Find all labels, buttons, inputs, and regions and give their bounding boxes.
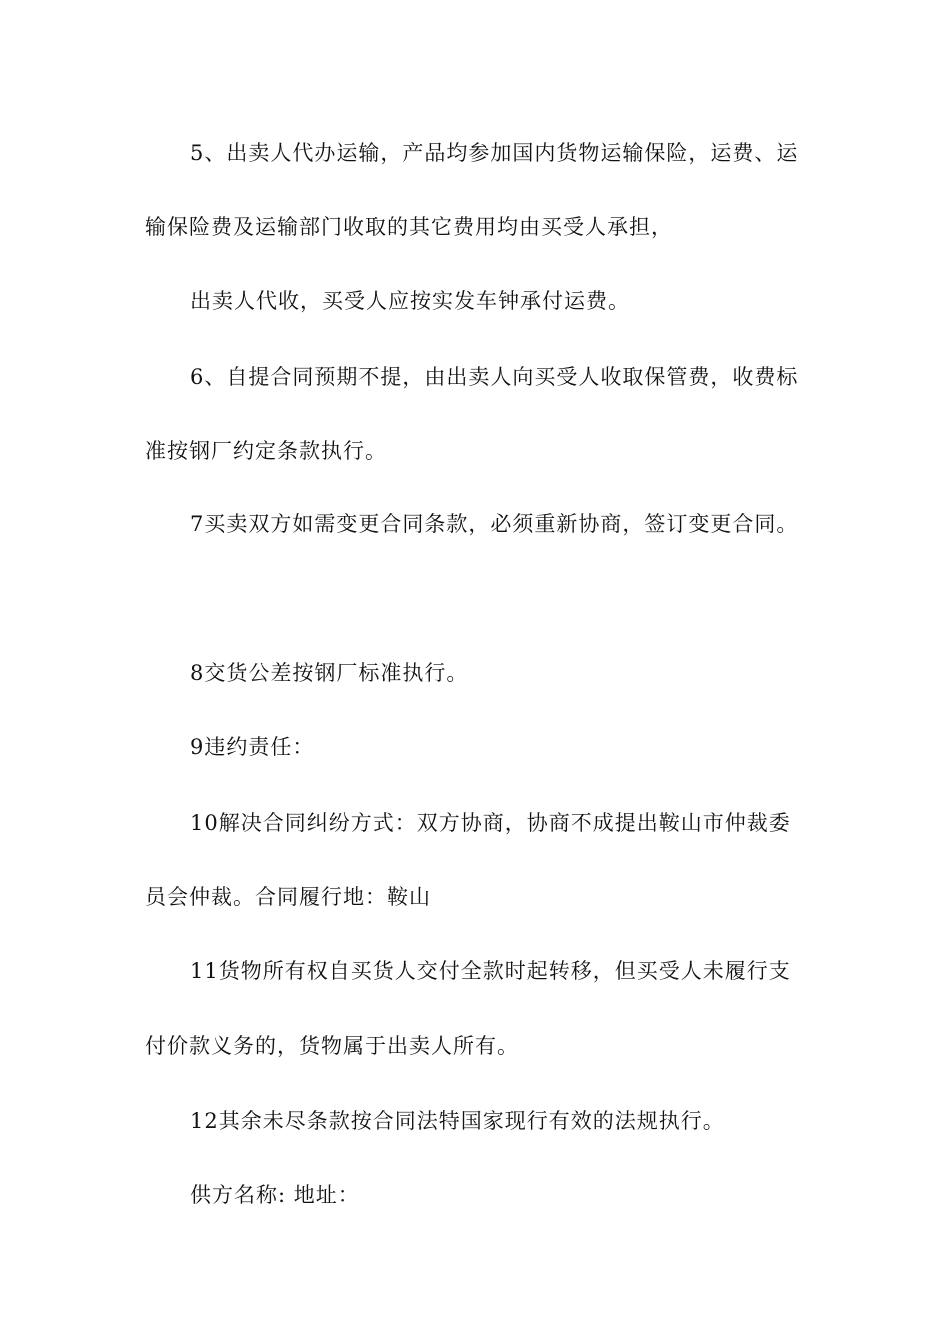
clause-6-line-2: 准按钢厂约定条款执行。 (145, 439, 387, 463)
clause-5-line-3: 出卖人代收，买受人应按实发车钟承付运费。 (190, 289, 630, 313)
clause-5-line-1: 5、出卖人代办运输，产品均参加国内货物运输保险，运费、运 (190, 141, 799, 165)
clause-11-line-2: 付价款义务的，货物属于出卖人所有。 (145, 1034, 519, 1058)
clause-10-line-2: 员会仲裁。合同履行地：鞍山 (145, 885, 431, 909)
supplier-info-line: 供方名称: 地址： (190, 1183, 360, 1207)
clause-7-line-1: 7买卖双方如需变更合同条款，必须重新协商，签订变更合同。 (190, 512, 799, 536)
clause-12-line-1: 12其余未尽条款按合同法特国家现行有效的法规执行。 (190, 1109, 725, 1133)
clause-10-line-1: 10解决合同纠纷方式：双方协商，协商不成提出鞍山市仲裁委 (190, 811, 791, 835)
clause-11-line-1: 11货物所有权自买货人交付全款时起转移，但买受人未履行支 (190, 959, 791, 983)
clause-9-line-1: 9违约责任： (190, 735, 315, 759)
clause-6-line-1: 6、自提合同预期不提，由出卖人向买受人收取保管费，收费标 (190, 365, 799, 389)
clause-8-line-1: 8交货公差按钢厂标准执行。 (190, 661, 469, 685)
clause-5-line-2: 输保险费及运输部门收取的其它费用均由买受人承担， (145, 215, 673, 239)
